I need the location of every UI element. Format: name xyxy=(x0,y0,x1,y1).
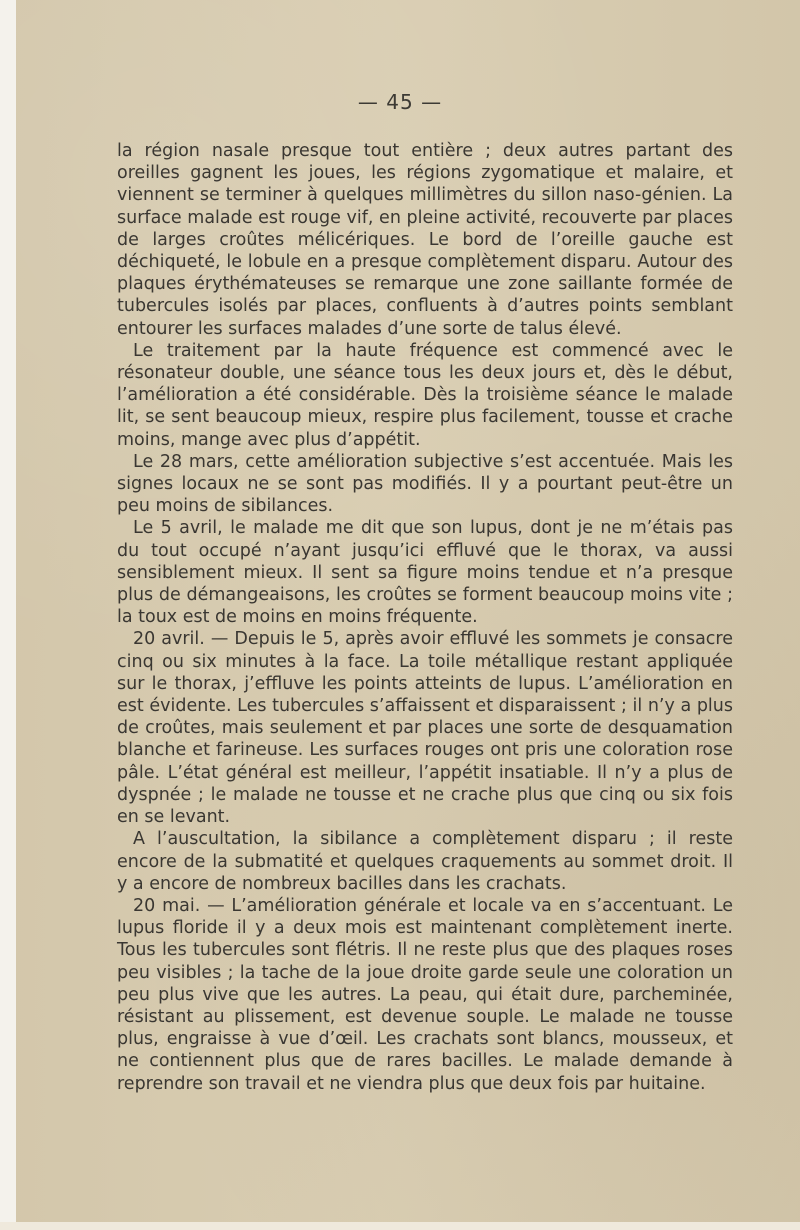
paragraph-1: la région nasale presque tout entière ; deux autres partant des oreilles gagnent les joues, les régions zygomatique et malaire, et viennent se terminer à quelques millimètres du sillon naso-génien. La surface malade est rouge vif, en pleine activité, recouverte par places de larges croûtes mélicériques. Le bord de l’oreille gauche est déchiqueté, le lobule en a presque complètement disparu. Autour des plaques érythémateuses se remarque une zone saillante formée de tubercules isolés par places, confluents à d’autres points semblant entourer les surfaces malades d’une sorte de talus élevé. xyxy=(117,141,733,339)
page-left-margin xyxy=(0,0,16,1230)
paragraph-2: Le traitement par la haute fréquence est commencé avec le résonateur double, une séance tous les deux jours et, dès le début, l’amélioration a été considérable. Dès la troisième séance le malade lit, se sent beaucoup mieux, respire plus facilement, tousse et crache moins, mange avec plus d’appétit. xyxy=(117,340,733,450)
paragraph-5: 20 avril. — Depuis le 5, après avoir effluvé les sommets je consacre cinq ou six minutes à la face. La toile métallique restant appliquée sur le thorax, j’effluve les points atteints de lupus. L’amélioration en est évidente. Les tubercules s’affaissent et disparaissent ; il n’y a plus de croûtes, mais seulement et par places une sorte de desquamation blanche et farineuse. Les surfaces rouges ont pris une coloration rose pâle. L’état général est meilleur, l’appétit insatiable. Il n’y a plus de dyspnée ; le malade ne tousse et ne crache plus que cinq ou six fois en se levant. xyxy=(117,629,733,828)
paragraph-7: 20 mai. — L’amélioration générale et locale va en s’accentuant. Le lupus floride il y a deux mois est maintenant complètement inerte. Tous les tubercules sont flétris. Il ne reste plus que des plaques roses peu visibles ; la tache de la joue droite garde seule une coloration un peu plus vive que les autres. La peau, qui était dure, parcheminée, résistant au plissement, est devenue souple. Le malade ne tousse plus, engraisse à vue d’œil. Les crachats sont blancs, mousseux, et ne contiennent plus que de rares bacilles. Le malade demande à reprendre son travail et ne viendra plus que deux fois par huitaine. xyxy=(117,895,733,1094)
paragraph-6: A l’auscultation, la sibilance a complètement disparu ; il reste encore de la submatité et quelques craquements au sommet droit. Il y a encore de nombreux bacilles dans les crachats. xyxy=(117,829,733,894)
paragraph-4: Le 5 avril, le malade me dit que son lupus, dont je ne m’étais pas du tout occupé n’ayant jusqu’ici effluvé que le thorax, va aussi sensiblement mieux. Il sent sa figure moins tendue et n’a presque plus de démangeaisons, les croûtes se forment beaucoup moins vite ; la toux est de moins en moins fréquente. xyxy=(117,518,733,628)
page-bottom-margin xyxy=(0,1222,800,1230)
paragraph-3: Le 28 mars, cette amélioration subjective s’est accentuée. Mais les signes locaux ne se sont pas modifiés. Il y a pourtant peut-être un peu moins de sibilances. xyxy=(117,451,733,517)
page-number: — 45 — xyxy=(357,90,443,114)
body-text xyxy=(117,140,733,1095)
